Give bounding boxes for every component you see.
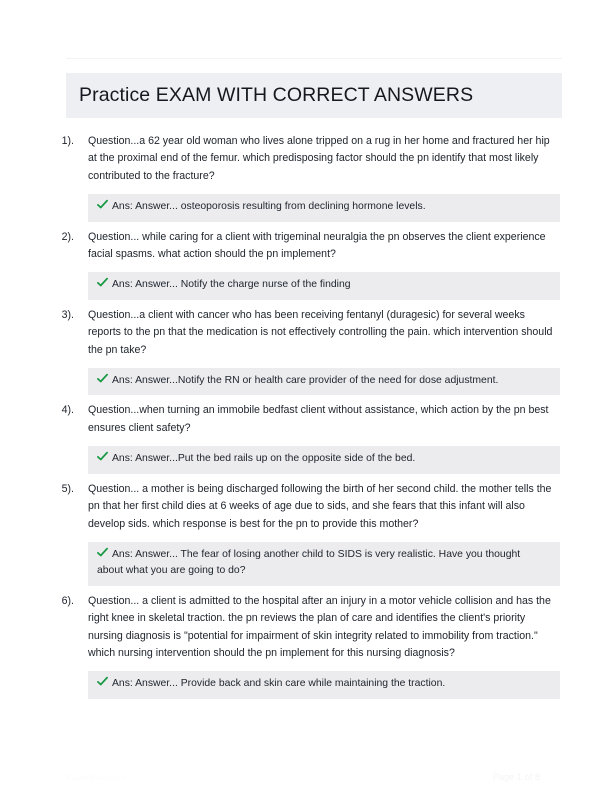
question-number: 6). xyxy=(61,594,74,607)
page-title: Practice EXAM WITH CORRECT ANSWERS xyxy=(79,84,474,106)
question-block xyxy=(0,229,606,300)
answer-box xyxy=(88,542,560,586)
question-block xyxy=(0,307,606,396)
answer-text: Ans: Answer... Provide back and skin care while maintaining the traction. xyxy=(112,678,446,690)
question-text: Question...a client with cancer who has been receiving fentanyl (duragesic) for several weeks reports to the pn that the medication is not effectively controlling the pain. which intervention should the pn take? xyxy=(88,308,553,356)
question-row xyxy=(50,307,560,359)
answer-box xyxy=(88,272,560,299)
question-block xyxy=(0,133,606,222)
check-icon xyxy=(97,373,108,384)
answer-text: Ans: Answer...Put the bed rails up on the opposite side of the bed. xyxy=(112,453,416,465)
question-row xyxy=(50,229,560,264)
question-text: Question...a 62 year old woman who lives alone tripped on a rug in her home and fractured her hip at the proximal end of the femur. which predisposing factor should the pn identify that most likely contributed to the fracture? xyxy=(88,135,550,182)
question-number: 1). xyxy=(61,135,74,147)
question-row xyxy=(50,133,560,185)
question-row xyxy=(50,402,560,437)
answer-box xyxy=(88,194,560,221)
question-text: Question... a mother is being discharged following the birth of her second child. the mother tells the pn that her first child dies at 6 weeks of age due to sids, and she fears that this infant will also develop sids. which response is best for the pn to provide this mother? xyxy=(88,482,552,530)
question-text: Question...when turning an immobile bedfast client without assistance, which action by the pn best ensures client safety? xyxy=(88,404,549,434)
check-icon xyxy=(97,277,108,288)
question-number: 3). xyxy=(61,308,74,321)
answer-text: Ans: Answer... osteoporosis resulting from declining hormone levels. xyxy=(112,201,426,213)
question-number: 2). xyxy=(61,230,74,243)
question-number: 5). xyxy=(61,482,74,495)
header-divider xyxy=(66,58,562,59)
page-number-label: Page 1 of 8 xyxy=(492,772,540,782)
answer-text: Ans: Answer... The fear of losing another child to SIDS is very realistic. Have you thought about what you are going to do? xyxy=(97,548,521,577)
document-title-band xyxy=(66,73,562,118)
answer-text: Ans: Answer... Notify the charge nurse of the finding xyxy=(112,279,351,291)
question-row xyxy=(50,481,560,533)
answer-box xyxy=(88,671,560,698)
answer-text: Ans: Answer...Notify the RN or health care provider of the need for dose adjustment. xyxy=(112,375,499,387)
questions-list xyxy=(0,133,606,706)
check-icon xyxy=(97,676,108,687)
answer-box xyxy=(88,368,560,395)
site-watermark: PaperStoc.com xyxy=(66,772,126,782)
question-block xyxy=(0,481,606,586)
question-text: Question... a client is admitted to the hospital after an injury in a motor vehicle collision and has the right knee in skeletal traction. the pn reviews the plan of care and identifies the client's priority nursing diagnosis is "potential for impairment of skin integrity related to immobility from traction." which nursing intervention should the pn implement for this nursing diagnosis? xyxy=(88,594,551,659)
question-block xyxy=(0,402,606,473)
check-icon xyxy=(97,199,108,210)
question-block xyxy=(0,593,606,699)
question-row xyxy=(50,593,560,663)
answer-box xyxy=(88,446,560,473)
check-icon xyxy=(97,547,108,558)
check-icon xyxy=(97,451,108,462)
page-footer xyxy=(0,766,606,788)
question-text: Question... while caring for a client with trigeminal neuralgia the pn observes the client experience facial spasms. what action should the pn implement? xyxy=(88,230,546,261)
question-number: 4). xyxy=(61,404,74,417)
